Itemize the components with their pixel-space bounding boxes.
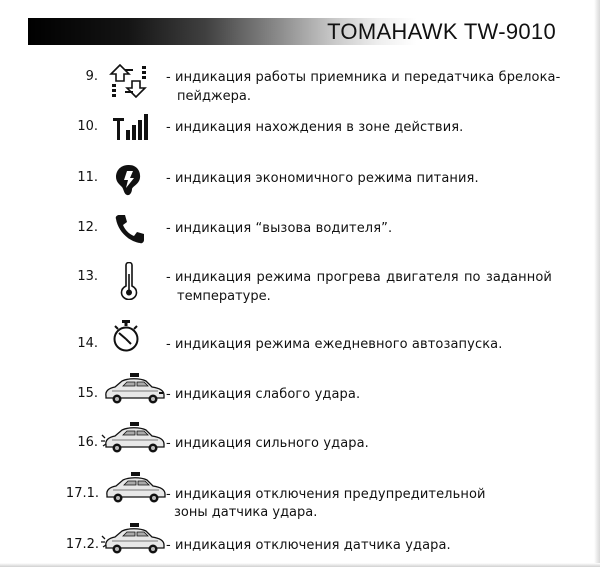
item-number: 12.	[77, 220, 98, 235]
item-description: - индикация экономичного режима питания.	[166, 171, 479, 186]
thermometer-icon	[119, 262, 139, 304]
word: двигателя	[386, 270, 459, 285]
page-title: TOMAHAWK TW-9010	[327, 19, 556, 44]
item-number: 17.1.	[65, 486, 99, 501]
item-description: - индикация “вызова водителя”.	[166, 221, 393, 236]
item-description-continued: пейджера.	[177, 89, 251, 104]
item-description: - индикация работы приемника и передатчика брелока-	[166, 70, 561, 85]
item-number: 9.	[85, 69, 98, 84]
battery-saving-icon	[114, 163, 144, 201]
item-description: - индикация сильного удара.	[166, 436, 369, 451]
item-number: 16.	[77, 435, 98, 450]
item-number: 14.	[77, 336, 98, 351]
item-description	[166, 268, 552, 287]
car-warning-zone-off-icon	[103, 471, 167, 509]
word: режима	[256, 270, 312, 285]
word: - индикация	[166, 270, 252, 285]
item-description-continued: зоны датчика удара.	[174, 505, 318, 520]
item-description: - индикация отключения датчика удара.	[166, 538, 451, 553]
word: по	[463, 270, 481, 285]
stopwatch-icon	[112, 319, 140, 357]
item-number: 15.	[77, 386, 98, 401]
word: прогрева	[316, 270, 381, 285]
item-description: - индикация нахождения в зоне действия.	[166, 120, 464, 135]
item-number: 13.	[77, 269, 98, 284]
item-number: 11.	[77, 170, 98, 185]
word: заданной	[485, 270, 552, 285]
item-number: 10.	[77, 119, 98, 134]
car-strong-shock-icon	[100, 421, 166, 459]
signal-strength-icon	[112, 112, 154, 146]
car-shock-sensor-off-icon	[100, 522, 166, 560]
page-edge-shadow-bottom	[0, 563, 600, 567]
phone-handset-icon	[114, 213, 146, 249]
item-description-continued: температуре.	[177, 289, 271, 304]
page-edge-shadow	[594, 0, 600, 567]
item-description: - индикация отключения предупредительной	[166, 487, 486, 502]
item-number: 17.2.	[65, 537, 99, 552]
car-light-shock-icon	[102, 372, 166, 410]
transmit-receive-arrows-icon	[108, 64, 150, 102]
item-description: - индикация режима ежедневного автозапуска.	[166, 337, 503, 352]
item-description: - индикация слабого удара.	[166, 387, 361, 402]
